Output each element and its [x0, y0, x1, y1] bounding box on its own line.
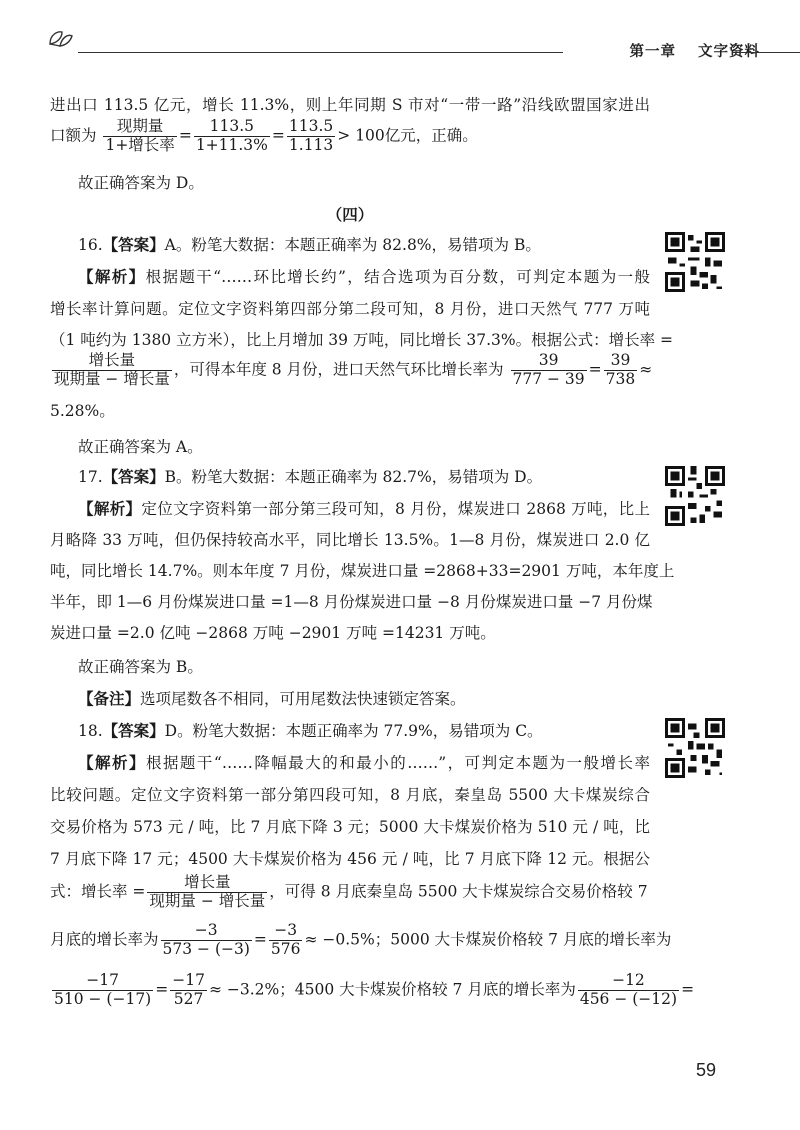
analysis-line: 比较问题。定位文字资料第一部分第四段可知，8 月底，秦皇岛 5500 大卡煤炭综合	[50, 786, 650, 804]
conclusion-text: 故正确答案为 D。	[78, 174, 204, 192]
conclusion-text: 故正确答案为 A。	[78, 438, 203, 456]
analysis-line: 交易价格为 573 元 / 吨，比 7 月底下降 3 元；5000 大卡煤炭价格为 510 元 / 吨，比	[50, 818, 650, 836]
analysis-line: 半年，即 1—6 月份煤炭进口量 =1—8 月份煤炭进口量 −8 月份煤炭进口量 −7 月份煤	[50, 593, 653, 611]
fraction: $\frac{39}{777 - 39}$	[512, 351, 585, 388]
result-text: 5.28%。	[50, 402, 115, 420]
chapter-heading	[630, 40, 761, 61]
fraction: $\frac{\text{现期量}}{\text{1+增长率}}$	[105, 117, 175, 154]
fraction: $\frac{-17}{527}$	[172, 971, 205, 1008]
fraction: $\frac{-3}{576}$	[270, 921, 301, 958]
analysis-line: 【解析】根据题干“……降幅最大的和最小的……”，可判定本题为一般增长率	[78, 754, 650, 772]
chapter-number: 第一章	[629, 44, 676, 60]
fraction: $\frac{-12}{456 - (-12)}$	[579, 971, 678, 1008]
formula-line: 月底的增长率为 $\frac{-3}{573 - (-3)}$ = $\frac{-3}{576}$ ≈ −0.5%；5000 大卡煤炭价格较 7 月底的增长率为	[50, 921, 672, 958]
fraction: $\frac{113.5}{1+11.3\%}$	[195, 117, 268, 154]
answer-line-17: 17.【答案】B。粉笔大数据：本题正确率为 82.7%，易错项为 D。	[78, 468, 543, 486]
analysis-line: 炭进口量 =2.0 亿吨 −2868 万吨 −2901 万吨 =14231 万吨。	[50, 624, 496, 642]
section-title: （四）	[326, 206, 374, 224]
formula-line: 口额为 $\frac{\text{现期量}}{\text{1+增长率}}$ = $\frac{113.5}{1+11.3\%}$ = $\frac{113.5}{1.113}$ > 100亿元，正确。	[50, 117, 478, 154]
fraction: $\frac{113.5}{1.113}$	[288, 117, 334, 154]
formula-line: $\frac{-17}{510 - (-17)}$ = $\frac{-17}{527}$ ≈ −3.2%；4500 大卡煤炭价格较 7 月底的增长率为 $\frac{-12}{456 - (-12)}$ =	[54, 971, 695, 1008]
fraction: $\frac{-3}{573 - (-3)}$	[162, 921, 250, 958]
formula-line: $\frac{\text{增长量}}{\text{现期量 − 增长量}}$ ，可得本年度 8 月份，进口天然气环比增长率为 $\frac{39}{777 - 39}$ = $\frac{39}{738}$ ≈	[54, 351, 653, 388]
leaf-icon	[46, 28, 74, 50]
analysis-line: 月略降 33 万吨，但仍保持较高水平，同比增长 13.5%。1—8 月份，煤炭进口 2.0 亿	[50, 531, 650, 549]
analysis-line: 【解析】根据题干“……环比增长约”，结合选项为百分数，可判定本题为一般	[78, 268, 650, 286]
conclusion-text: 故正确答案为 B。	[78, 658, 203, 676]
analysis-line: 吨，同比增长 14.7%。则本年度 7 月份，煤炭进口量 =2868+33=2901 万吨，本年度上	[50, 562, 675, 580]
analysis-line: 增长率计算问题。定位文字资料第四部分第二段可知，8 月份，进口天然气 777 万吨	[50, 300, 650, 318]
page-number: 59	[695, 1060, 716, 1080]
qr-code-icon[interactable]	[665, 232, 725, 292]
fraction: $\frac{-17}{510 - (-17)}$	[54, 971, 152, 1008]
note-line: 【备注】选项尾数各不相同，可用尾数法快速锁定答案。	[78, 690, 466, 708]
answer-line-18: 18.【答案】D。粉笔大数据：本题正确率为 77.9%，易错项为 C。	[78, 722, 543, 740]
header-rule-right	[732, 52, 800, 53]
header-rule-left	[78, 52, 563, 53]
analysis-line: 【解析】定位文字资料第一部分第三段可知，8 月份，煤炭进口 2868 万吨，比上	[78, 500, 650, 518]
chapter-title: 文字资料	[698, 44, 760, 60]
qr-code-icon[interactable]	[665, 466, 725, 526]
page-header	[0, 0, 800, 70]
analysis-line: 7 月底下降 17 元；4500 大卡煤炭价格为 456 元 / 吨，比 7 月底下降 12 元。根据公	[50, 850, 650, 868]
fraction: $\frac{\text{增长量}}{\text{现期量 − 增长量}}$	[149, 873, 266, 910]
qr-code-icon[interactable]	[665, 718, 725, 778]
fraction: $\frac{39}{738}$	[605, 351, 636, 388]
paragraph-line: 进出口 113.5 亿元，增长 11.3%，则上年同期 S 市对“一带一路”沿线欧盟国家进出	[50, 96, 650, 114]
fraction: $\frac{\text{增长量}}{\text{现期量 − 增长量}}$	[54, 351, 170, 388]
formula-line: 式：增长率 = $\frac{\text{增长量}}{\text{现期量 − 增长量}}$ ，可得 8 月底秦皇岛 5500 大卡煤炭综合交易价格较 7	[50, 873, 648, 910]
analysis-line: （1 吨约为 1380 立方米），比上月增加 39 万吨，同比增长 37.3%。根据公式：增长率 =	[50, 331, 673, 349]
answer-line-16: 16.【答案】A。粉笔大数据：本题正确率为 82.8%，易错项为 B。	[78, 236, 541, 254]
